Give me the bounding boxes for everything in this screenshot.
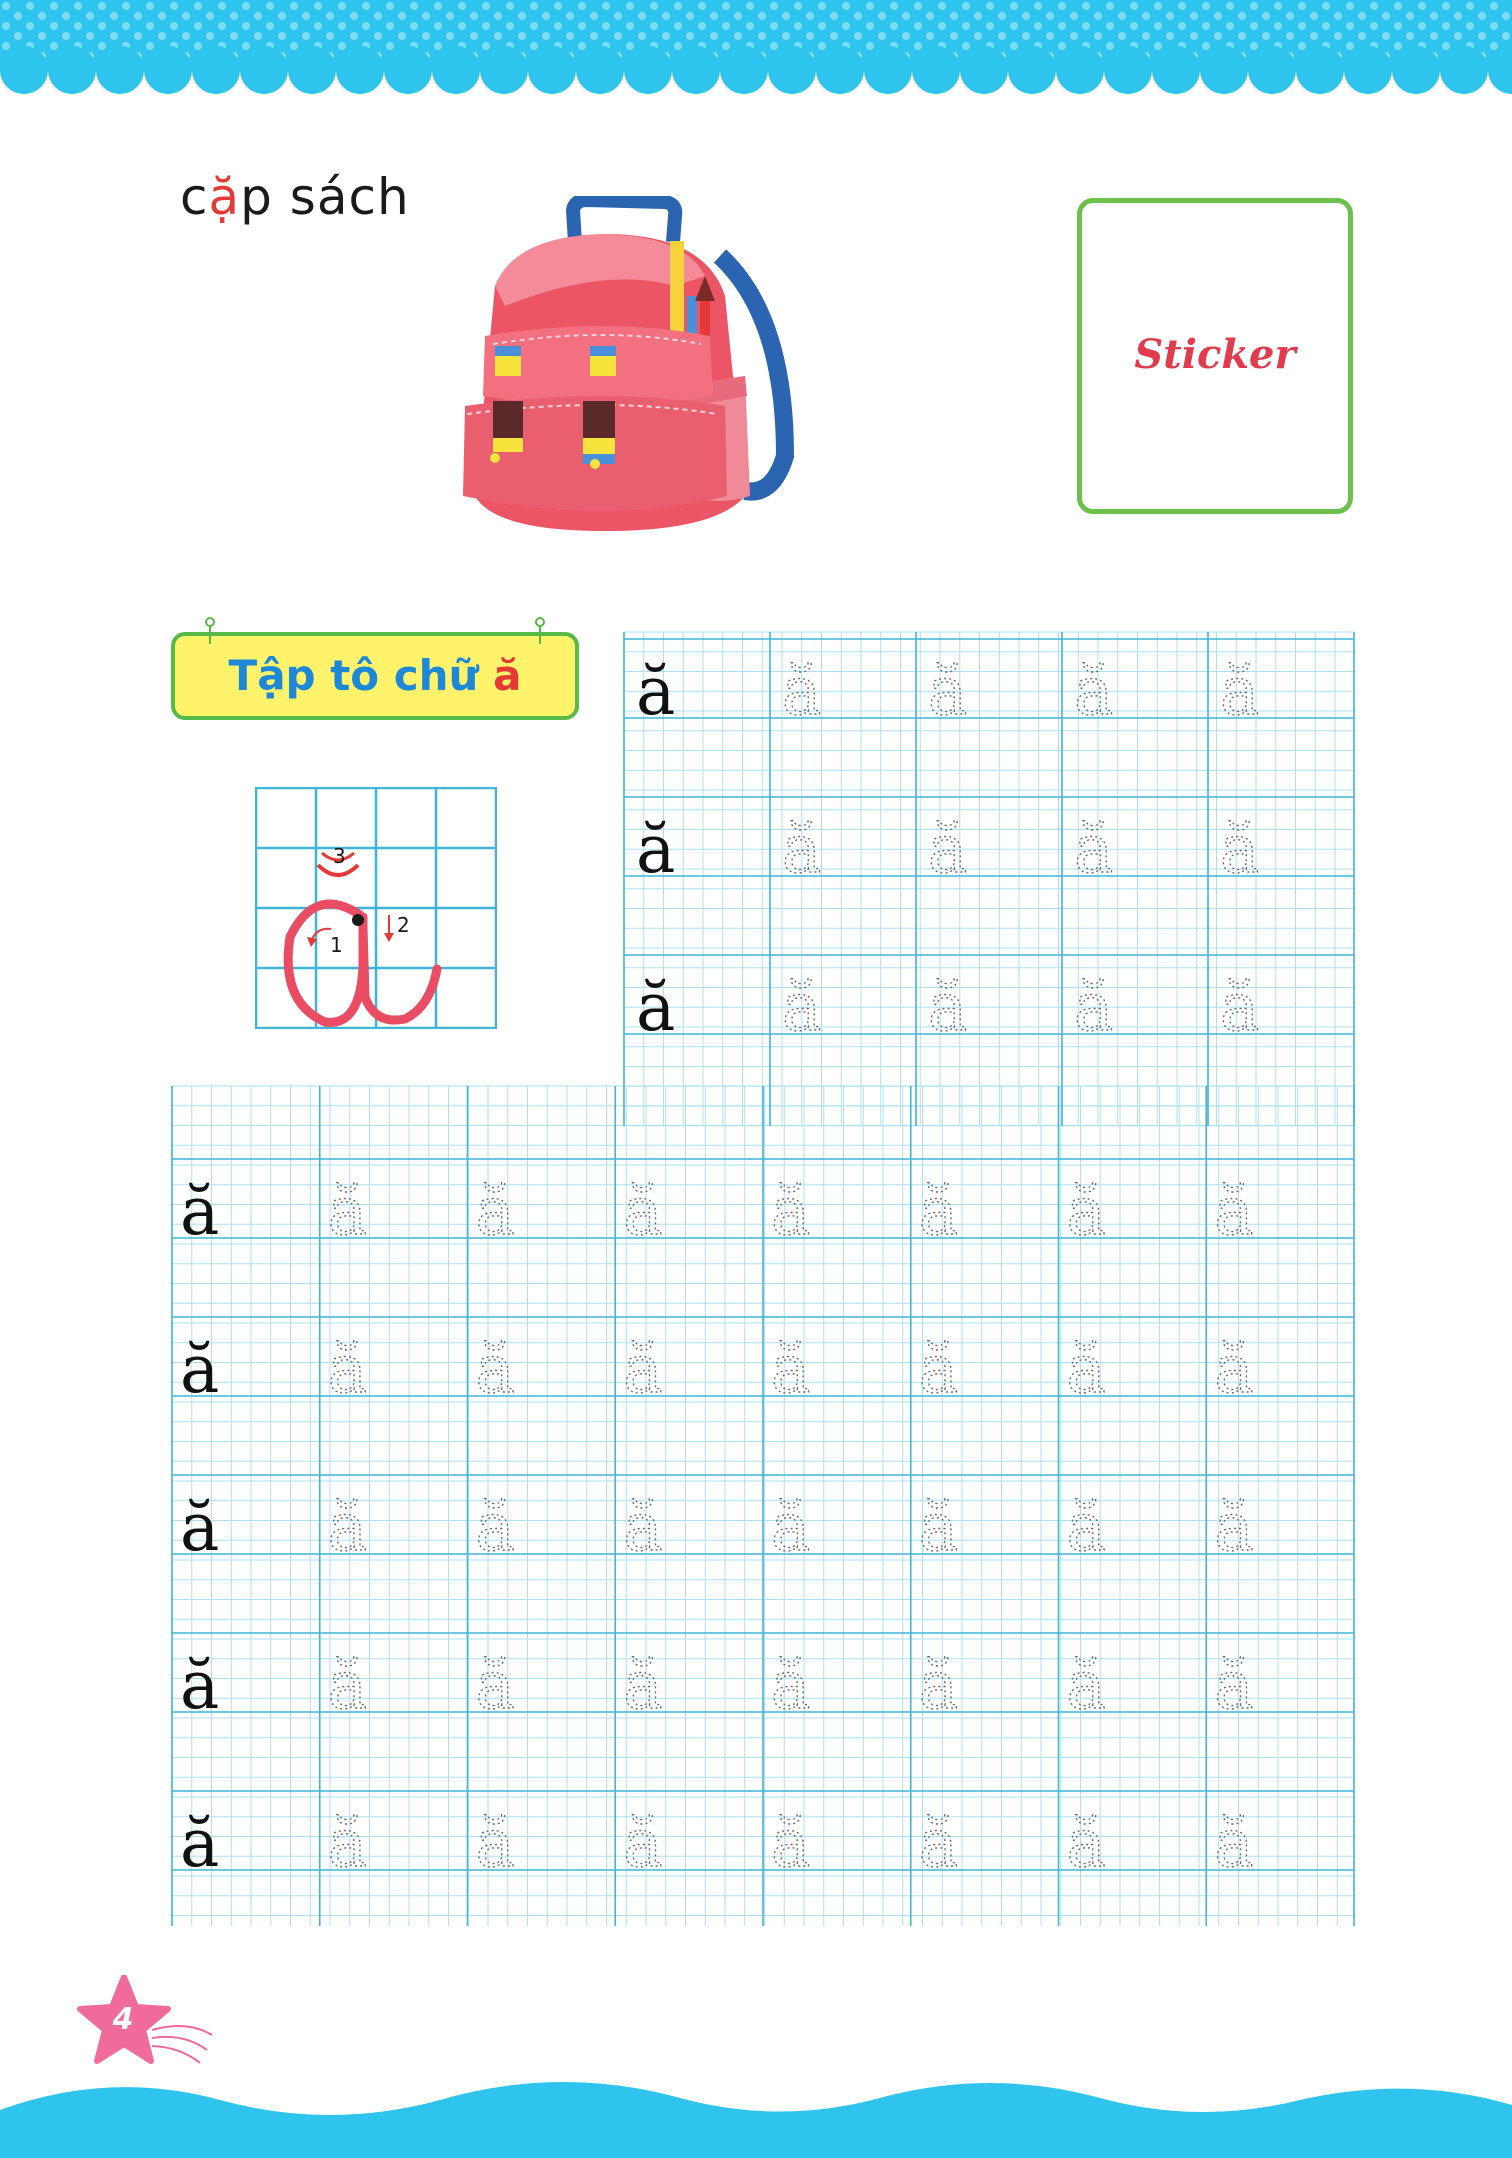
trace-letter: ă xyxy=(327,1331,368,1408)
trace-letter: ă xyxy=(782,811,822,888)
trace-letter: ă xyxy=(1066,1331,1106,1408)
trace-letter: ă xyxy=(1066,1805,1106,1882)
trace-letter: ă xyxy=(475,1489,515,1566)
model-letter: ă xyxy=(180,1805,220,1882)
trace-letter: ă xyxy=(475,1805,515,1882)
trace-letter: ă xyxy=(1066,1173,1106,1250)
trace-letter: ă xyxy=(1074,653,1114,730)
trace-letter: ă xyxy=(623,1331,663,1408)
trace-letter: ă xyxy=(623,1173,663,1250)
trace-letter: ă xyxy=(1074,811,1114,888)
trace-letter: ă xyxy=(771,1173,811,1250)
trace-letter: ă xyxy=(475,1647,515,1724)
trace-letter: ă xyxy=(928,653,968,730)
trace-letter: ă xyxy=(928,811,968,888)
trace-letter: ă xyxy=(918,1489,959,1566)
trace-letter: ă xyxy=(327,1805,368,1882)
trace-letter: ă xyxy=(771,1331,811,1408)
model-letter: ă xyxy=(636,969,676,1046)
trace-letter: ă xyxy=(327,1647,368,1724)
trace-letter: ă xyxy=(1066,1489,1106,1566)
title-letter: ă xyxy=(493,651,522,700)
trace-letter: ă xyxy=(771,1647,811,1724)
trace-letter: ă xyxy=(1214,1489,1254,1566)
title-text: Tập tô chữ xyxy=(228,651,494,700)
trace-letter: ă xyxy=(1220,811,1260,888)
trace-letter: ă xyxy=(1220,653,1260,730)
model-letter: ă xyxy=(180,1173,220,1250)
trace-letter: ă xyxy=(918,1647,959,1724)
trace-letter: ă xyxy=(928,969,968,1046)
sticker-label: Sticker xyxy=(1134,331,1296,378)
model-letter: ă xyxy=(180,1489,220,1566)
trace-letter: ă xyxy=(918,1173,959,1250)
trace-letter: ă xyxy=(771,1489,811,1566)
trace-letter: ă xyxy=(327,1173,368,1250)
trace-letter: ă xyxy=(771,1805,811,1882)
trace-letter: ă xyxy=(1214,1647,1254,1724)
trace-letter: ă xyxy=(1214,1805,1254,1882)
trace-letter: ă xyxy=(327,1489,368,1566)
trace-letter: ă xyxy=(623,1647,663,1724)
trace-letter: ă xyxy=(1066,1647,1106,1724)
vocabulary-word: cặp sách xyxy=(180,168,410,226)
trace-letter: ă xyxy=(1214,1331,1254,1408)
stroke-1-label: 1 xyxy=(330,933,343,957)
trace-letter: ă xyxy=(623,1489,663,1566)
trace-letter: ă xyxy=(1220,969,1260,1046)
model-letter: ă xyxy=(180,1647,220,1724)
trace-letter: ă xyxy=(475,1173,515,1250)
trace-letter: ă xyxy=(475,1331,515,1408)
page-number-star xyxy=(72,1975,222,2075)
model-letter: ă xyxy=(636,811,676,888)
trace-letter: ă xyxy=(623,1805,663,1882)
model-letter: ă xyxy=(180,1331,220,1408)
trace-letter: ă xyxy=(918,1805,959,1882)
trace-letter: ă xyxy=(782,653,822,730)
trace-letter: ă xyxy=(782,969,822,1046)
page-number: 4 xyxy=(112,2002,134,2037)
trace-letter: ă xyxy=(1214,1173,1254,1250)
bottom-decorative-band xyxy=(0,2070,1512,2158)
stroke-3-label: 3 xyxy=(333,844,346,868)
trace-letter: ă xyxy=(918,1331,959,1408)
model-letter: ă xyxy=(636,653,676,730)
stroke-2-label: 2 xyxy=(397,913,410,937)
trace-letter: ă xyxy=(1074,969,1114,1046)
